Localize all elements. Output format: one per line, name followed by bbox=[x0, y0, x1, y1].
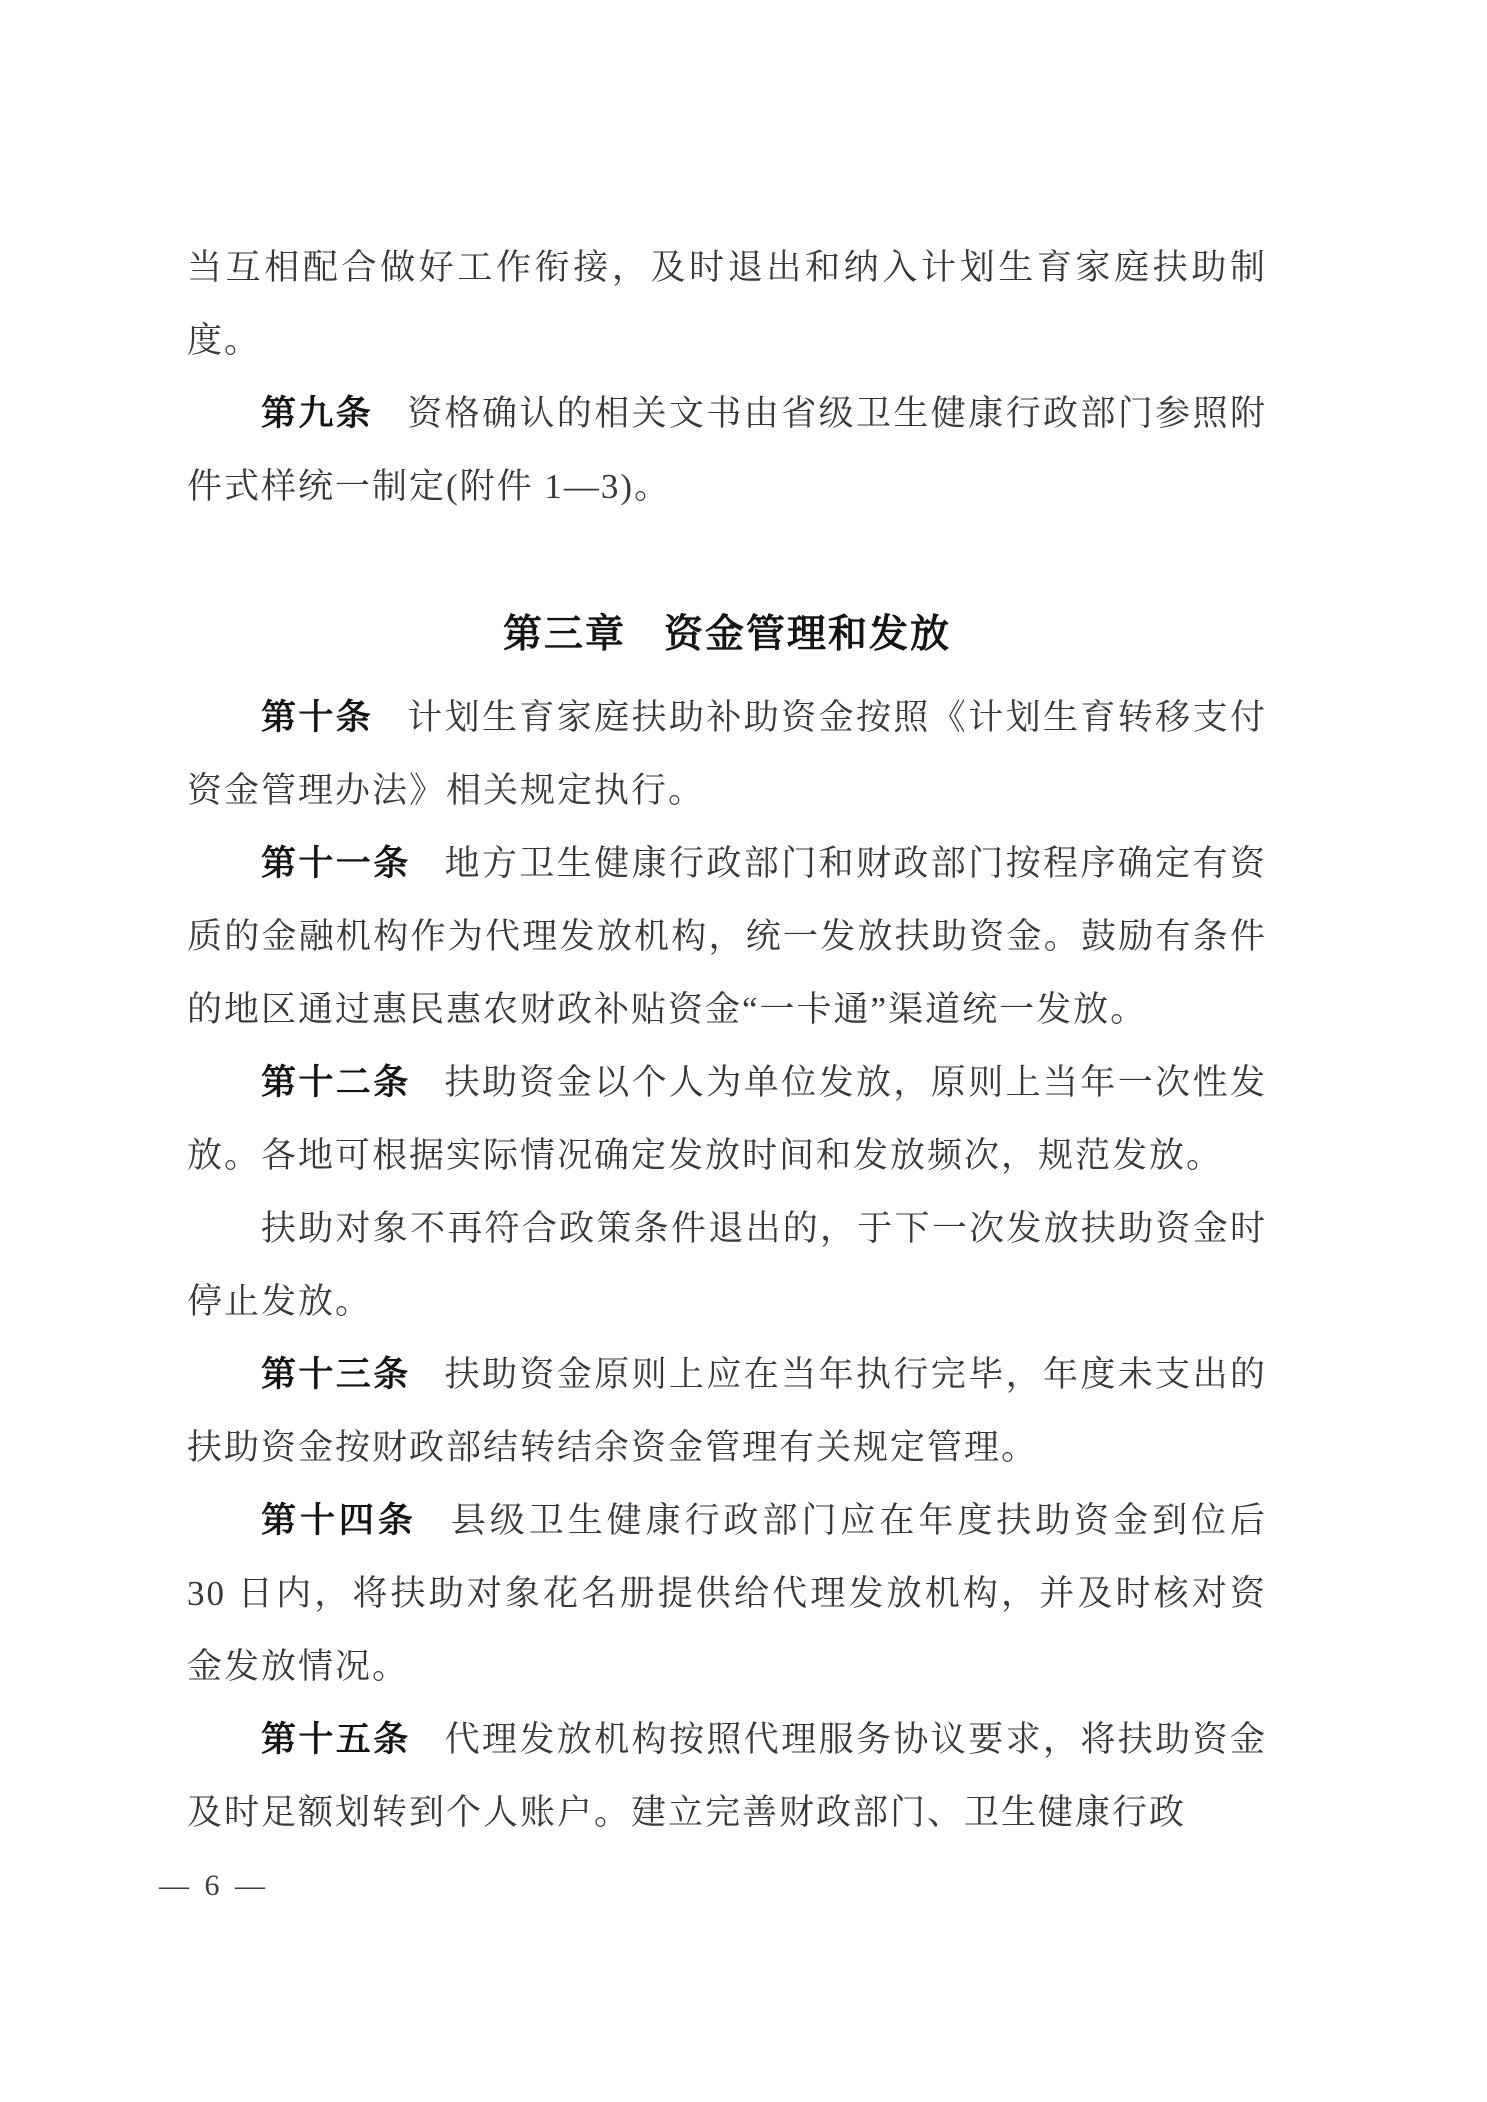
article-label: 第十一条 bbox=[261, 844, 411, 883]
paragraph-article-14 bbox=[187, 1484, 1267, 1703]
paragraph-text: 当互相配合做好工作衔接，及时退出和纳入计划生育家庭扶助制度。 bbox=[187, 248, 1267, 360]
chapter-title: 资金管理和发放 bbox=[664, 613, 952, 656]
paragraph-text: 县级卫生健康行政部门应在年度扶助资金到位后 30 日内，将扶助对象花名册提供给代理发放机构，并及时核对资金发放情况。 bbox=[187, 1501, 1267, 1686]
chapter-heading bbox=[187, 598, 1267, 671]
paragraph-article-11 bbox=[187, 827, 1267, 1046]
article-label: 第十四条 bbox=[261, 1501, 417, 1540]
paragraph-text: 地方卫生健康行政部门和财政部门按程序确定有资质的金融机构作为代理发放机构，统一发放扶助资金。鼓励有条件的地区通过惠民惠农财政补贴资金“一卡通”渠道统一发放。 bbox=[187, 844, 1267, 1029]
paragraph-text: 扶助资金原则上应在当年执行完毕，年度未支出的扶助资金按财政部结转结余资金管理有关规定管理。 bbox=[187, 1355, 1267, 1467]
paragraph-article-12 bbox=[187, 1046, 1267, 1192]
paragraph-article-15 bbox=[187, 1703, 1267, 1849]
chapter-number: 第三章 bbox=[502, 613, 626, 656]
article-label: 第九条 bbox=[261, 394, 374, 433]
article-label: 第十条 bbox=[261, 698, 374, 737]
article-label: 第十三条 bbox=[261, 1355, 411, 1394]
page-number: — 6 — bbox=[159, 1869, 269, 1902]
paragraph-continuation bbox=[187, 231, 1267, 377]
paragraph-text: 代理发放机构按照代理服务协议要求，将扶助资金及时足额划转到个人账户。建立完善财政部门、卫生健康行政 bbox=[187, 1720, 1267, 1832]
paragraph-article-12-supplement bbox=[187, 1192, 1267, 1338]
article-label: 第十五条 bbox=[261, 1720, 411, 1759]
article-label: 第十二条 bbox=[261, 1063, 411, 1102]
paragraph-text: 计划生育家庭扶助补助资金按照《计划生育转移支付资金管理办法》相关规定执行。 bbox=[187, 698, 1267, 810]
paragraph-text: 扶助对象不再符合政策条件退出的，于下一次发放扶助资金时停止发放。 bbox=[187, 1209, 1267, 1321]
paragraph-text: 资格确认的相关文书由省级卫生健康行政部门参照附件式样统一制定(附件 1—3)。 bbox=[187, 394, 1267, 506]
paragraph-text: 扶助资金以个人为单位发放，原则上当年一次性发放。各地可根据实际情况确定发放时间和发放频次，规范发放。 bbox=[187, 1063, 1267, 1175]
paragraph-article-10 bbox=[187, 681, 1267, 827]
paragraph-article-9 bbox=[187, 377, 1267, 523]
paragraph-article-13 bbox=[187, 1338, 1267, 1484]
